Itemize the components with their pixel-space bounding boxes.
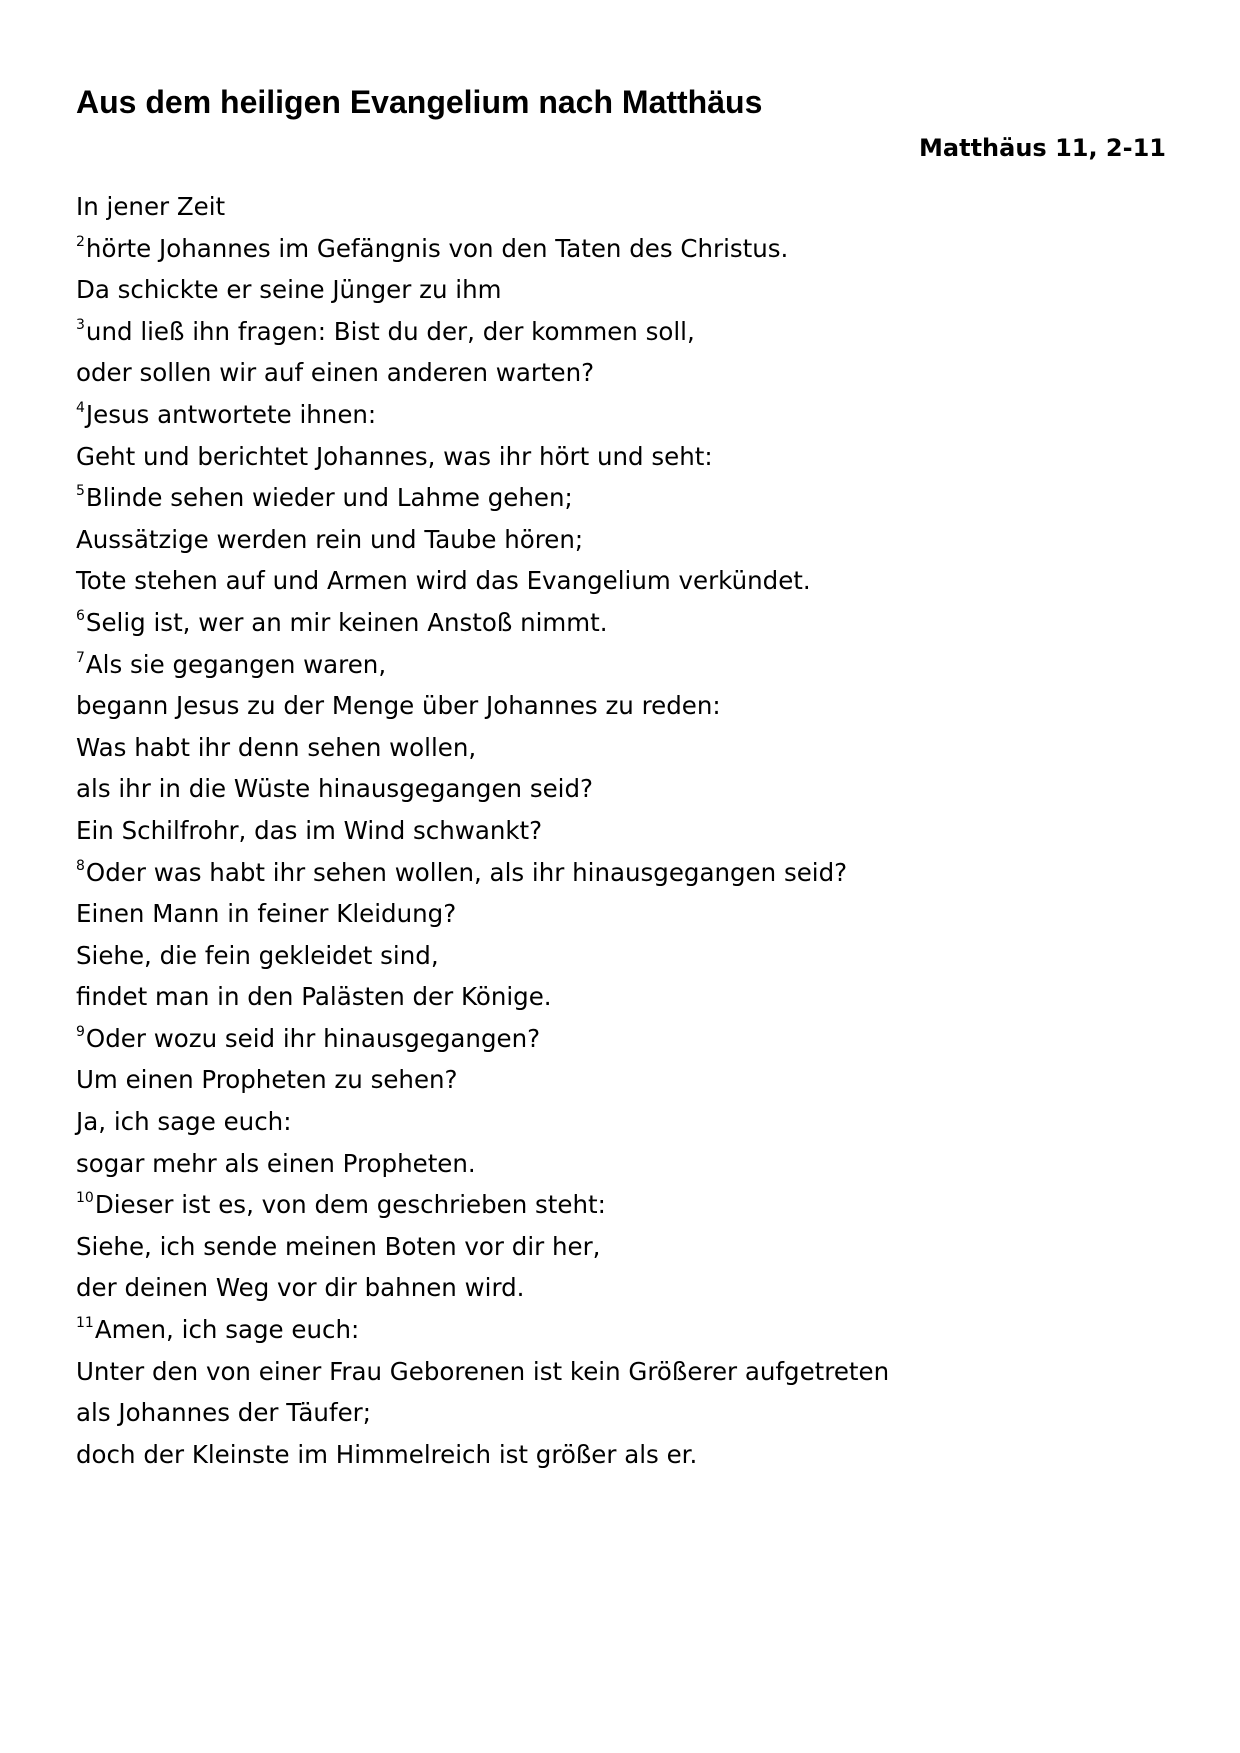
verse-number: 8 xyxy=(76,857,85,874)
scripture-line xyxy=(76,560,889,602)
verse-number: 2 xyxy=(76,233,85,250)
scripture-line xyxy=(76,602,889,644)
line-text: Um einen Propheten zu sehen? xyxy=(76,1065,458,1095)
scripture-line xyxy=(76,1392,889,1434)
line-text: der deinen Weg vor dir bahnen wird. xyxy=(76,1273,525,1303)
verse-number: 4 xyxy=(76,399,85,416)
scripture-line xyxy=(76,852,889,894)
scripture-line xyxy=(76,727,889,769)
scripture-line xyxy=(76,394,889,436)
line-text: Oder was habt ihr sehen wollen, als ihr hinausgegangen seid? xyxy=(85,857,848,887)
line-text: Tote stehen auf und Armen wird das Evangelium verkündet. xyxy=(76,566,811,596)
line-text: Da schickte er seine Jünger zu ihm xyxy=(76,275,502,305)
scripture-line xyxy=(76,352,889,394)
scripture-line xyxy=(76,1143,889,1185)
line-text: Ja, ich sage euch: xyxy=(76,1107,292,1137)
scripture-line xyxy=(76,893,889,935)
line-text: oder sollen wir auf einen anderen warten? xyxy=(76,358,595,388)
scripture-line xyxy=(76,1101,889,1143)
line-text: Als sie gegangen waren, xyxy=(85,649,387,679)
scripture-line xyxy=(76,477,889,519)
line-text: Einen Mann in feiner Kleidung? xyxy=(76,899,457,929)
scripture-line xyxy=(76,1267,889,1309)
scripture-line xyxy=(76,1351,889,1393)
line-text: Unter den von einer Frau Geborenen ist kein Größerer aufgetreten xyxy=(76,1356,890,1386)
verse-number: 5 xyxy=(76,483,85,500)
line-text: Was habt ihr denn sehen wollen, xyxy=(76,732,477,762)
line-text: Ein Schilfrohr, das im Wind schwankt? xyxy=(76,815,543,845)
line-text: als Johannes der Täufer; xyxy=(76,1398,371,1428)
scripture-line xyxy=(76,935,889,977)
line-text: Aussätzige werden rein und Taube hören; xyxy=(76,524,584,554)
scripture-line xyxy=(76,519,889,561)
scripture-line xyxy=(76,644,889,686)
scripture-line xyxy=(76,311,889,353)
scripture-line xyxy=(76,1434,889,1476)
line-text: In jener Zeit xyxy=(76,192,226,221)
scripture-line xyxy=(76,976,889,1018)
verse-number: 6 xyxy=(76,607,85,624)
scripture-line xyxy=(76,1018,889,1060)
scripture-line xyxy=(76,810,889,852)
scripture-line xyxy=(76,1184,889,1226)
scripture-line xyxy=(76,1059,889,1101)
line-text: doch der Kleinste im Himmelreich ist größer als er. xyxy=(76,1439,698,1469)
scripture-reference: Matthäus 11, 2-11 xyxy=(919,134,1166,162)
line-text: Amen, ich sage euch: xyxy=(94,1315,360,1345)
scripture-text xyxy=(76,186,889,1475)
verse-number: 11 xyxy=(76,1315,94,1332)
line-text: als ihr in die Wüste hinausgegangen seid? xyxy=(76,774,594,804)
line-text: findet man in den Palästen der Könige. xyxy=(76,982,552,1012)
document-title: Aus dem heiligen Evangelium nach Matthäus xyxy=(76,84,763,120)
line-text: Selig ist, wer an mir keinen Anstoß nimmt. xyxy=(85,607,608,637)
scripture-line xyxy=(76,228,889,270)
line-text: Geht und berichtet Johannes, was ihr hört und seht: xyxy=(76,441,713,471)
line-text: Oder wozu seid ihr hinausgegangen? xyxy=(85,1023,541,1053)
scripture-line xyxy=(76,768,889,810)
line-text: Jesus antwortete ihnen: xyxy=(85,399,377,429)
verse-number: 10 xyxy=(76,1190,94,1207)
verse-number: 7 xyxy=(76,649,85,666)
line-text: hörte Johannes im Gefängnis von den Taten des Christus. xyxy=(85,233,789,263)
line-text: begann Jesus zu der Menge über Johannes zu reden: xyxy=(76,691,721,721)
line-text: Siehe, ich sende meinen Boten vor dir her, xyxy=(76,1231,601,1261)
scripture-line xyxy=(76,186,889,228)
verse-number: 3 xyxy=(76,316,85,333)
line-text: und ließ ihn fragen: Bist du der, der kommen soll, xyxy=(85,316,695,346)
scripture-line xyxy=(76,436,889,478)
scripture-line xyxy=(76,685,889,727)
scripture-line xyxy=(76,269,889,311)
verse-number: 9 xyxy=(76,1023,85,1040)
line-text: Siehe, die fein gekleidet sind, xyxy=(76,940,439,970)
line-text: Dieser ist es, von dem geschrieben steht: xyxy=(94,1190,606,1220)
line-text: Blinde sehen wieder und Lahme gehen; xyxy=(85,483,573,513)
line-text: sogar mehr als einen Propheten. xyxy=(76,1148,476,1178)
scripture-line xyxy=(76,1309,889,1351)
scripture-line xyxy=(76,1226,889,1268)
